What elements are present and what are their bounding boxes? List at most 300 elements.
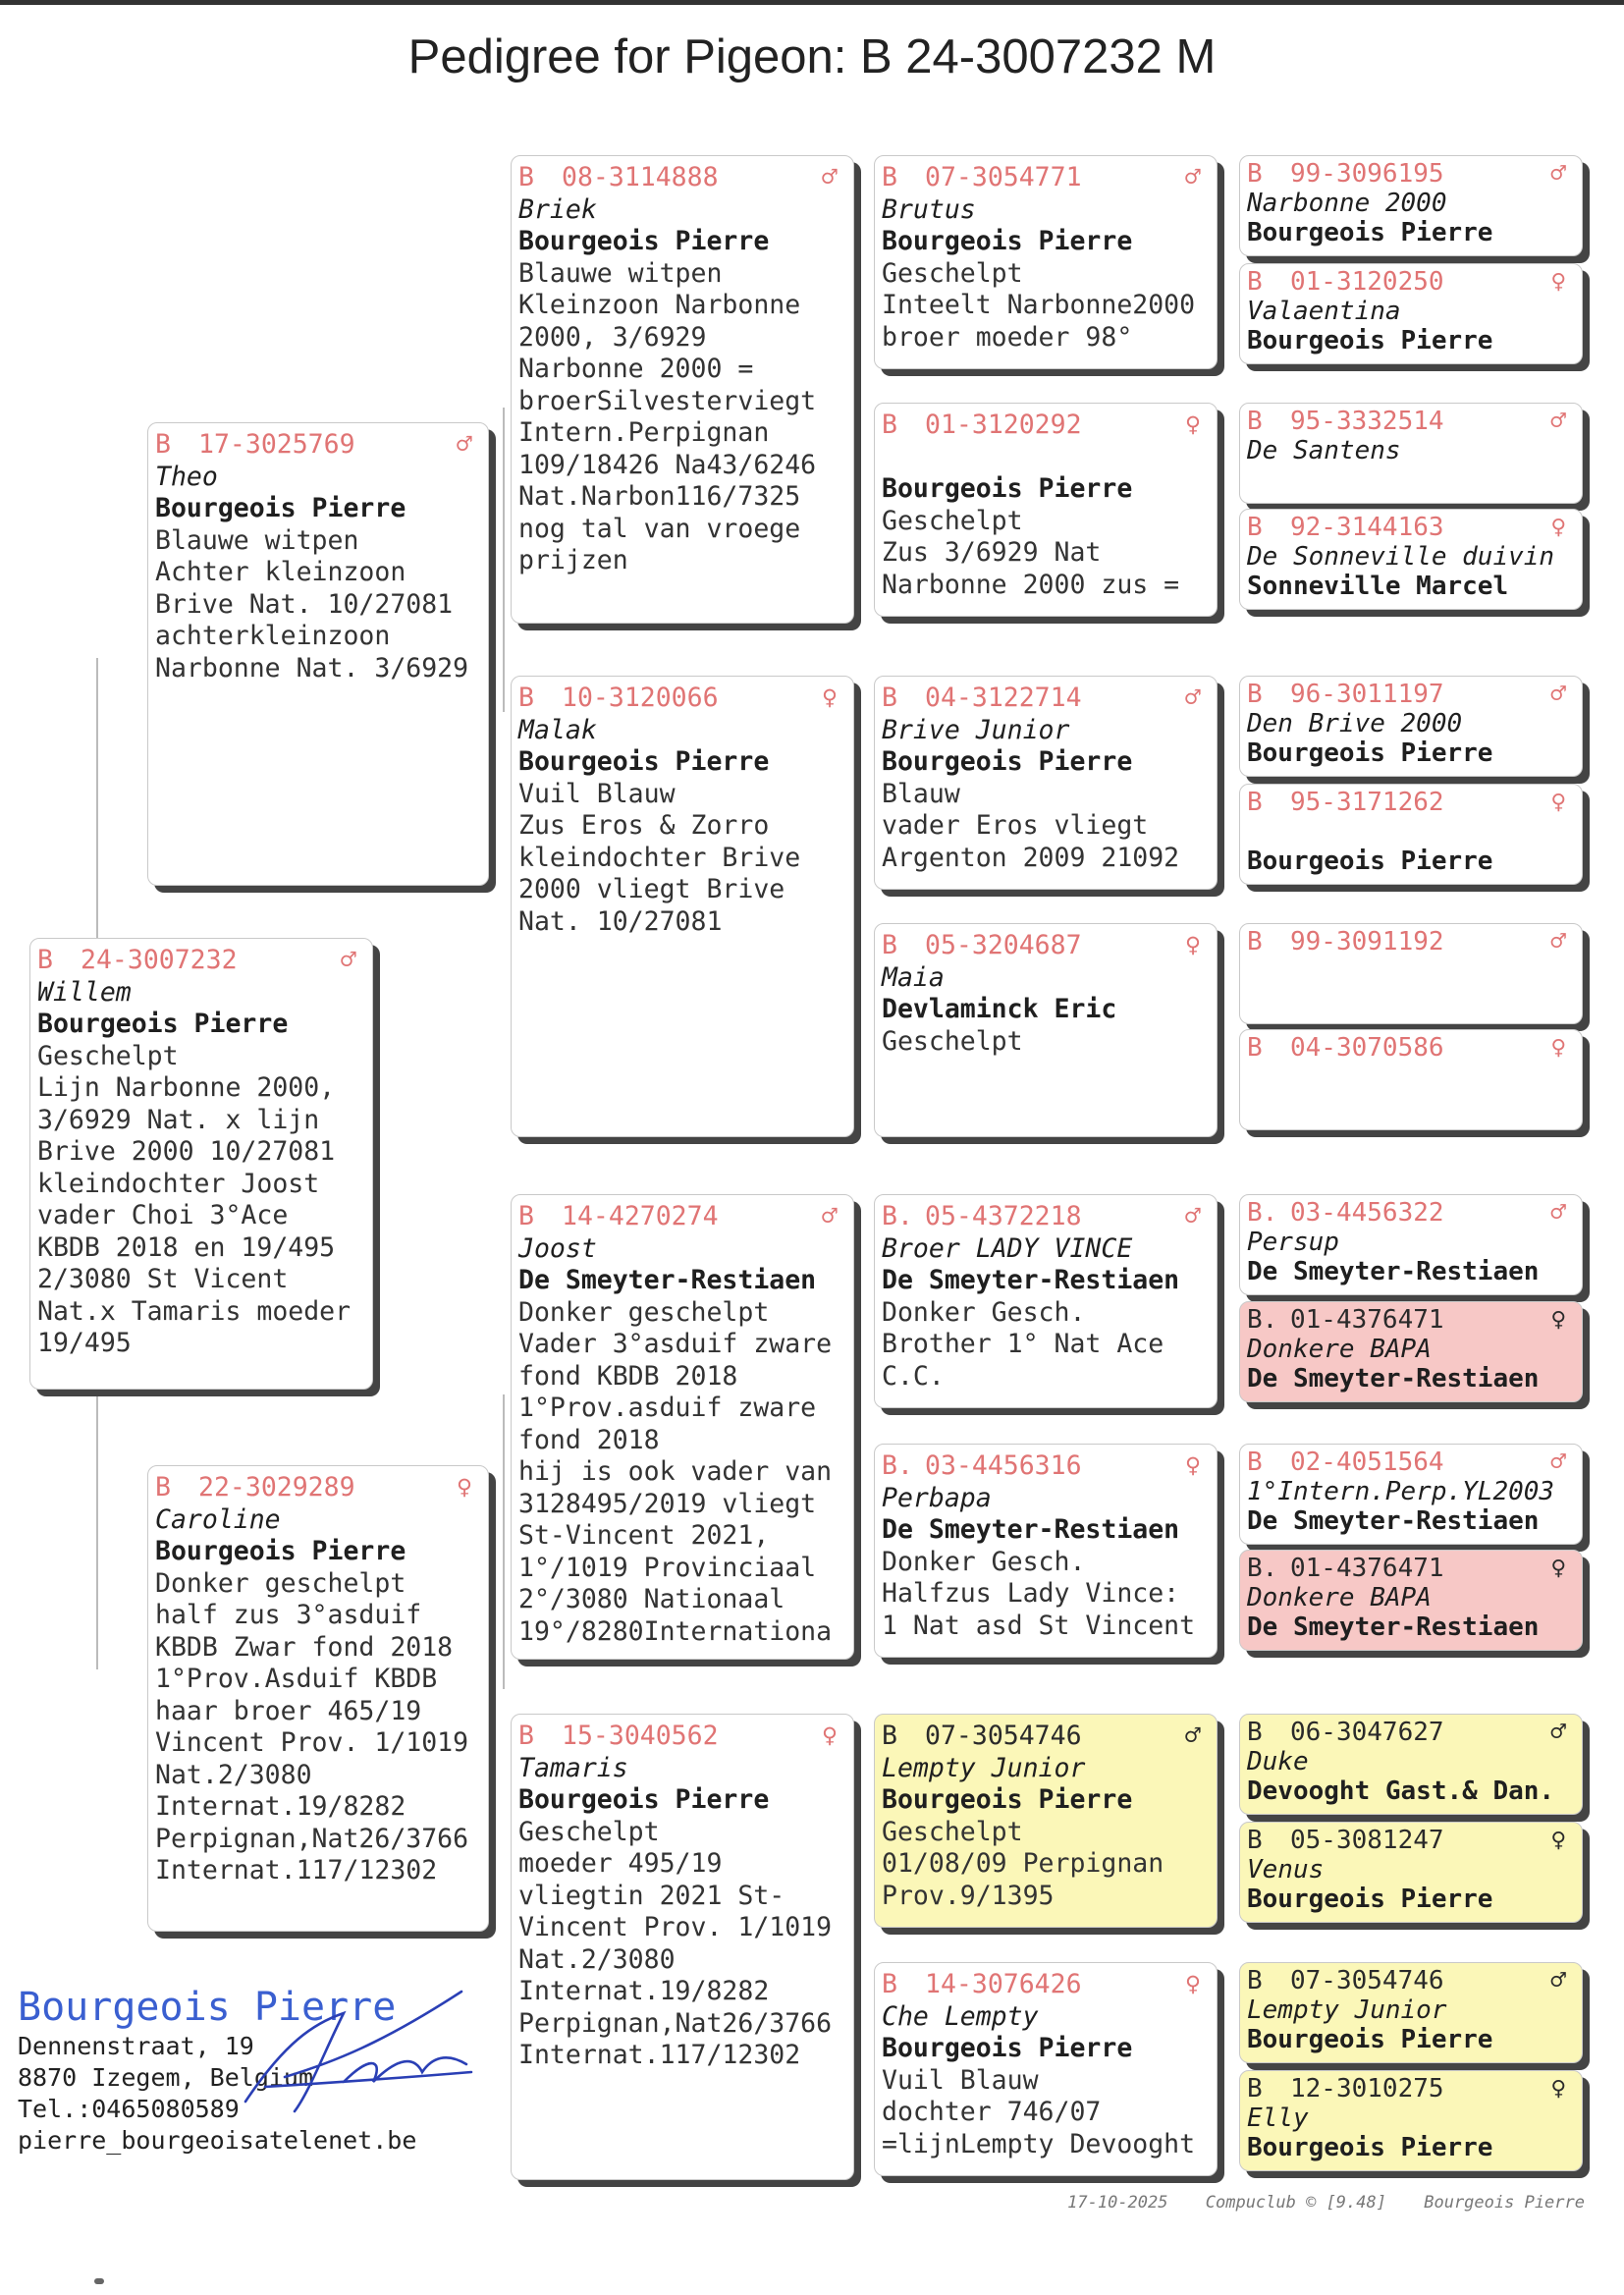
note-line: Donker Gesch. [882, 1296, 1086, 1328]
card-header [1247, 159, 1576, 189]
pigeon-name: De Santens [1247, 436, 1401, 465]
note-line: Internat.19/8282 [155, 1791, 406, 1822]
footer-owner: Bourgeois Pierre [1424, 2193, 1585, 2213]
breeder-name: Devooght Gast.& Dan. [1247, 1776, 1555, 1806]
note-line: Lijn Narbonne 2000, [37, 1072, 336, 1103]
ring-number: 95-3332514 [1290, 407, 1444, 436]
note-line: C.C. [882, 1360, 945, 1392]
sex-symbol: ♀ [822, 683, 838, 713]
breeder-name: Bourgeois Pierre [882, 1784, 1133, 1815]
ring-number: 01-3120250 [1290, 267, 1444, 297]
country-code: B [518, 162, 534, 192]
note-line: Intern.Perpignan [518, 417, 770, 448]
sex-symbol: ♀ [1185, 1969, 1201, 1999]
note-line: 01/08/09 Perpignan [882, 1848, 1164, 1879]
breeder-name: Bourgeois Pierre [518, 1784, 770, 1815]
footer-software: Compuclub © [9.48] [1205, 2193, 1386, 2213]
country-code: B [1247, 2074, 1263, 2104]
note-line: Narbonne 2000 = [518, 354, 754, 384]
pigeon-name [1247, 956, 1576, 986]
country-code: B [518, 1721, 534, 1751]
ring-number: 01-3120292 [925, 410, 1082, 440]
note-line: =lijnLempty Devooght [882, 2128, 1196, 2159]
note-line: 3/6929 Nat. x lijn [37, 1104, 320, 1135]
sex-symbol: ♂ [822, 1201, 838, 1231]
sex-symbol: ♀ [822, 1721, 838, 1751]
pigeon-card-g9 [1239, 1194, 1583, 1295]
sex-symbol: ♀ [1185, 930, 1201, 960]
country-code: B [1247, 1033, 1263, 1063]
sex-symbol: ♂ [1185, 162, 1201, 192]
note-line: 2/3080 St Vicent [37, 1264, 289, 1294]
sex-symbol: ♂ [1550, 1718, 1566, 1747]
pigeon-card-fm [511, 676, 854, 1137]
breeder-name: De Smeyter-Restiaen [882, 1265, 1180, 1295]
pigeon-name: Narbonne 2000 [1247, 189, 1447, 218]
country-code: B [882, 683, 897, 713]
note-line: Vincent Prov. 1/1019 [155, 1727, 469, 1758]
breeder-name: Bourgeois Pierre [882, 746, 1133, 777]
note-line: broer moeder 98° [882, 321, 1133, 353]
signature-scribble [226, 1984, 481, 2121]
note-line: Internat.19/8282 [518, 1976, 770, 2006]
owner-street: Dennenstraat, 19 [18, 2032, 254, 2060]
ring-number: 02-4051564 [1290, 1448, 1444, 1477]
note-line: vader Choi 3°Ace [37, 1200, 289, 1230]
breeder-name: Bourgeois Pierre [882, 226, 1133, 256]
sex-symbol: ♂ [1185, 683, 1201, 713]
note-line: 3128495/2019 vliegt [518, 1488, 817, 1519]
sex-symbol: ♂ [1550, 407, 1566, 436]
pigeon-name: Brutus [882, 193, 976, 225]
sex-symbol: ♂ [1185, 1721, 1201, 1751]
card-header [37, 945, 366, 977]
note-line: vader Eros vliegt [882, 810, 1149, 841]
owner-city: 8870 Izegem, Belgium [18, 2063, 314, 2092]
card-header [518, 1201, 847, 1233]
breeder-name: Bourgeois Pierre [1247, 738, 1493, 768]
pigeon-name: Theo [155, 461, 218, 492]
pigeon-card-g3 [1239, 403, 1583, 504]
breeder-name: Sonneville Marcel [1247, 572, 1509, 601]
pigeon-name: Den Brive 2000 [1247, 709, 1463, 738]
ring-number: 05-3081247 [1290, 1826, 1444, 1855]
sex-symbol: ♂ [822, 162, 838, 192]
pigeon-card-g6 [1239, 784, 1583, 885]
breeder-name: De Smeyter-Restiaen [1247, 1257, 1540, 1286]
pigeon-card-g5 [1239, 676, 1583, 777]
country-code: B [1247, 680, 1263, 709]
footer [1040, 2193, 1585, 2213]
sex-symbol: ♀ [457, 1472, 472, 1503]
pigeon-name [882, 442, 1211, 474]
pigeon-card-g14 [1239, 1822, 1583, 1923]
ring-number: 06-3047627 [1290, 1718, 1444, 1747]
card-header [1247, 407, 1576, 436]
sex-symbol: ♂ [457, 429, 472, 460]
note-line: kleindochter Brive [518, 842, 801, 873]
card-header [518, 683, 847, 715]
card-header [882, 410, 1211, 442]
note-line: half zus 3°asduif [155, 1600, 422, 1630]
breeder-name: Bourgeois Pierre [155, 1536, 406, 1566]
breeder-name: Bourgeois Pierre [1247, 218, 1493, 247]
note-line: moeder 495/19 [518, 1848, 723, 1879]
ring-number: 99-3091192 [1290, 927, 1444, 956]
note-line: Argenton 2009 21092 [882, 842, 1180, 873]
breeder-name: De Smeyter-Restiaen [882, 1514, 1180, 1545]
pigeon-card-mmf [874, 1714, 1218, 1928]
pigeon-card-g1 [1239, 155, 1583, 256]
country-code: B [1247, 159, 1263, 189]
pigeon-card-g13 [1239, 1714, 1583, 1815]
ring-number: 08-3114888 [562, 162, 719, 192]
sex-symbol: ♀ [1550, 1305, 1566, 1335]
note-line: Narbonne 2000 zus = [882, 569, 1180, 600]
note-line: Halfzus Lady Vince: [882, 1578, 1180, 1609]
pigeon-name: Donkere BAPA [1247, 1583, 1432, 1612]
ring-number: 14-4270274 [562, 1201, 719, 1231]
ring-number: 92-3144163 [1290, 513, 1444, 542]
top-rule [0, 0, 1624, 5]
page-title: Pedigree for Pigeon: B 24-3007232 M [407, 30, 1217, 83]
note-line: Kleinzoon Narbonne [518, 290, 801, 320]
ring-number: 17-3025769 [198, 429, 355, 460]
note-line: Prov.9/1395 [882, 1880, 1055, 1911]
note-line: achterkleinzoon [155, 621, 391, 651]
ring-number: 12-3010275 [1290, 2074, 1444, 2104]
ring-number: 07-3054746 [1290, 1966, 1444, 1995]
note-line: Zus Eros & Zorro [518, 810, 770, 841]
country-code: B [1247, 513, 1263, 542]
ring-number: 14-3076426 [925, 1969, 1082, 1999]
breeder-name: De Smeyter-Restiaen [1247, 1506, 1540, 1536]
card-header [1247, 680, 1576, 709]
card-header [1247, 1305, 1576, 1335]
pigeon-card-g12 [1239, 1550, 1583, 1651]
sex-symbol: ♀ [1550, 2074, 1566, 2104]
note-line: Brive Nat. 10/27081 [155, 588, 454, 620]
sex-symbol: ♂ [1185, 1201, 1201, 1231]
note-line: Geschelpt [882, 1816, 1023, 1847]
sex-symbol: ♀ [1550, 788, 1566, 817]
pigeon-name: Tamaris [518, 1752, 628, 1783]
pigeon-card-g15 [1239, 1962, 1583, 2063]
card-header [1247, 1966, 1576, 1995]
sex-symbol: ♀ [1550, 267, 1566, 297]
card-header [1247, 788, 1576, 817]
note-line: Nat.x Tamaris moeder [37, 1295, 352, 1327]
pigeon-name: Duke [1247, 1747, 1309, 1776]
card-header [155, 429, 482, 462]
breeder-name: De Smeyter-Restiaen [1247, 1364, 1540, 1393]
pigeon-card-mother [147, 1465, 489, 1932]
pigeon-name [1247, 817, 1576, 847]
country-code: B [1247, 407, 1263, 436]
country-code: B [155, 429, 171, 460]
note-line: Inteelt Narbonne2000 [882, 290, 1196, 320]
note-line: Narbonne Nat. 3/6929 [155, 652, 469, 683]
owner-email: pierre_bourgeoisatelenet.be [18, 2126, 417, 2155]
pigeon-name [1247, 1063, 1576, 1092]
note-line: Geschelpt [518, 1816, 660, 1847]
ring-number: 99-3096195 [1290, 159, 1444, 189]
note-line: hij is ook vader van [518, 1456, 833, 1487]
pigeon-name: Brive Junior [882, 714, 1070, 745]
note-line: Geschelpt [882, 505, 1023, 536]
card-header [1247, 1826, 1576, 1855]
note-line: Donker Gesch. [882, 1546, 1086, 1577]
ring-number: 05-4372218 [925, 1201, 1082, 1231]
note-line: broerSilvesterviegt [518, 385, 817, 416]
ring-number: 22-3029289 [198, 1472, 355, 1503]
country-code: B [1247, 267, 1263, 297]
pigeon-card-mmm [874, 1962, 1218, 2176]
note-line: 109/18426 Na43/6246 [518, 449, 817, 480]
country-code: B [1247, 1966, 1263, 1995]
card-header [1247, 2074, 1576, 2104]
note-line: 2000 vliegt Brive [518, 874, 785, 904]
sex-symbol: ♂ [1550, 1198, 1566, 1228]
pigeon-name: Caroline [155, 1503, 281, 1535]
card-header [882, 1969, 1211, 2001]
breeder-name: Devlaminck Eric [882, 994, 1117, 1024]
sex-symbol: ♂ [1550, 927, 1566, 956]
country-code: B [1247, 1826, 1263, 1855]
note-line: Donker geschelpt [155, 1567, 406, 1599]
breeder-name: Bourgeois Pierre [155, 493, 406, 523]
card-header [518, 1721, 847, 1753]
country-code: B. [882, 1450, 913, 1481]
note-line: Donker geschelpt [518, 1296, 770, 1328]
card-header [1247, 1033, 1576, 1063]
note-line: kleindochter Joost [37, 1168, 320, 1199]
sex-symbol: ♂ [1550, 159, 1566, 189]
note-line: Brive 2000 10/27081 [37, 1136, 336, 1167]
pigeon-name: Lempty Junior [1247, 1995, 1447, 2025]
ring-number: 07-3054746 [925, 1721, 1082, 1751]
pigeon-card-mf [511, 1194, 854, 1660]
note-line: Geschelpt [37, 1040, 179, 1071]
ring-number: 04-3122714 [925, 683, 1082, 713]
ring-number: 03-4456322 [1290, 1198, 1444, 1228]
note-line: Vuil Blauw [518, 778, 676, 809]
breeder-name: Bourgeois Pierre [882, 2033, 1133, 2063]
ring-number: 01-4376471 [1290, 1554, 1444, 1583]
note-line: 1 Nat asd St Vincent [882, 1610, 1196, 1641]
owner-phone: Tel.:0465080589 [18, 2095, 240, 2123]
note-line: nog tal van vroege [518, 513, 801, 544]
note-line: Achter kleinzoon [155, 557, 406, 587]
sex-symbol: ♀ [1185, 410, 1201, 440]
breeder-name: De Smeyter-Restiaen [518, 1265, 817, 1295]
pigeon-name: Donkere BAPA [1247, 1335, 1432, 1364]
pigeon-name: Willem [37, 976, 132, 1008]
card-header [882, 1721, 1211, 1753]
country-code: B. [1247, 1305, 1278, 1335]
country-code: B [518, 683, 534, 713]
note-line: vliegtin 2021 St- [518, 1880, 785, 1911]
pigeon-card-fmm [874, 923, 1218, 1137]
sex-symbol: ♀ [1550, 1554, 1566, 1583]
note-line: prijzen [518, 545, 628, 575]
ring-number: 24-3007232 [81, 945, 238, 975]
note-line: Nat.Narbon116/7325 [518, 481, 801, 512]
pigeon-card-fff [874, 155, 1218, 369]
pigeon-card-g4 [1239, 509, 1583, 610]
note-line: Vader 3°asduif zware [518, 1329, 833, 1359]
country-code: B [882, 162, 897, 192]
country-code: B [1247, 1448, 1263, 1477]
pigeon-name: 1°Intern.Perp.YL2003 [1247, 1477, 1555, 1506]
card-header [1247, 1718, 1576, 1747]
pigeon-name: Persup [1247, 1228, 1339, 1257]
ring-number: 01-4376471 [1290, 1305, 1444, 1335]
card-header [882, 162, 1211, 194]
note-line: Vincent Prov. 1/1019 [518, 1912, 833, 1942]
owner-name: Bourgeois Pierre [18, 1985, 397, 2030]
pigeon-name: De Sonneville duivin [1247, 542, 1555, 572]
sex-symbol: ♀ [1185, 1450, 1201, 1481]
country-code: B [1247, 927, 1263, 956]
pigeon-card-ffm [874, 403, 1218, 617]
breeder-name: Bourgeois Pierre [518, 226, 770, 256]
pigeon-name: Malak [518, 714, 597, 745]
card-header [882, 683, 1211, 715]
pigeon-card-ff [511, 155, 854, 624]
note-line: 19°/8280Internationa [518, 1615, 833, 1647]
note-line: fond KBDB 2018 [518, 1360, 738, 1392]
country-code: B [882, 1969, 897, 1999]
connector [96, 1394, 98, 1669]
pigeon-name: Maia [882, 961, 945, 993]
note-line: Perpignan,Nat26/3766 [155, 1823, 469, 1854]
note-line: haar broer 465/19 [155, 1695, 422, 1726]
note-line: Zus 3/6929 Nat [882, 537, 1102, 568]
country-code: B [1247, 1718, 1263, 1747]
pigeon-card-g11 [1239, 1444, 1583, 1545]
card-header [1247, 1554, 1576, 1583]
sex-symbol: ♂ [1550, 680, 1566, 709]
note-line: Vuil Blauw [882, 2064, 1039, 2096]
note-line: fond 2018 [518, 1424, 660, 1455]
country-code: B [37, 945, 53, 975]
note-line: 1°Prov.asduif zware [518, 1393, 817, 1423]
pigeon-name: Perbapa [882, 1482, 992, 1513]
note-line: Internat.117/12302 [518, 2040, 801, 2070]
country-code: B. [1247, 1554, 1278, 1583]
sex-symbol: ♂ [341, 945, 356, 975]
country-code: B [518, 1201, 534, 1231]
pigeon-card-mff [874, 1194, 1218, 1408]
pigeon-card-g16 [1239, 2070, 1583, 2171]
pigeon-card-g10 [1239, 1301, 1583, 1402]
note-line: Blauwe witpen [155, 524, 359, 556]
pigeon-name: Valaentina [1247, 297, 1401, 326]
country-code: B. [882, 1201, 913, 1231]
country-code: B [882, 410, 897, 440]
pigeon-card-mm [511, 1714, 854, 2180]
connector [503, 408, 505, 712]
card-header [1247, 513, 1576, 542]
note-line: 1°Prov.Asduif KBDB [155, 1664, 438, 1694]
pigeon-name: Briek [518, 193, 597, 225]
ring-number: 07-3054771 [925, 162, 1082, 192]
card-header [882, 1450, 1211, 1483]
connector [96, 658, 98, 943]
note-line: Blauwe witpen [518, 257, 723, 289]
card-header [518, 162, 847, 194]
pigeon-name: Broer LADY VINCE [882, 1232, 1133, 1264]
card-header [1247, 1198, 1576, 1228]
card-header [1247, 267, 1576, 297]
note-line: Nat.2/3080 [155, 1759, 312, 1790]
card-header [1247, 1448, 1576, 1477]
card-header [155, 1472, 482, 1504]
country-code: B [882, 930, 897, 960]
breeder-name: Bourgeois Pierre [1247, 326, 1493, 355]
breeder-name: Bourgeois Pierre [882, 473, 1133, 504]
note-line: Nat.2/3080 [518, 1943, 676, 1975]
note-line: Nat. 10/27081 [518, 905, 723, 937]
pigeon-name: Che Lempty [882, 2000, 1039, 2032]
sex-symbol: ♀ [1550, 513, 1566, 542]
pigeon-name: Lempty Junior [882, 1752, 1086, 1783]
ring-number: 03-4456316 [925, 1450, 1082, 1481]
breeder-name: Bourgeois Pierre [1247, 1885, 1493, 1914]
note-line: 19/495 [37, 1328, 132, 1358]
note-line: Geschelpt [882, 1025, 1023, 1057]
breeder-name: Bourgeois Pierre [1247, 2025, 1493, 2054]
ring-number: 15-3040562 [562, 1721, 719, 1751]
pigeon-name: Venus [1247, 1855, 1325, 1885]
sex-symbol: ♀ [1550, 1826, 1566, 1855]
ring-number: 95-3171262 [1290, 788, 1444, 817]
sex-symbol: ♂ [1550, 1448, 1566, 1477]
scan-speck [94, 2278, 104, 2284]
breeder-name: De Smeyter-Restiaen [1247, 1612, 1540, 1642]
pigeon-card-g2 [1239, 263, 1583, 364]
ring-number: 96-3011197 [1290, 680, 1444, 709]
note-line: dochter 746/07 [882, 2097, 1102, 2127]
ring-number: 10-3120066 [562, 683, 719, 713]
card-header [1247, 927, 1576, 956]
note-line: KBDB Zwar fond 2018 [155, 1631, 454, 1663]
card-header [882, 1201, 1211, 1233]
sex-symbol: ♂ [1550, 1966, 1566, 1995]
connector [503, 1394, 505, 1689]
pigeon-card-fmf [874, 676, 1218, 890]
pigeon-card-g7 [1239, 923, 1583, 1024]
pigeon-card-subject [29, 938, 373, 1390]
pigeon-card-mfm [874, 1444, 1218, 1658]
note-line: Perpignan,Nat26/3766 [518, 2007, 833, 2039]
card-header [882, 930, 1211, 962]
country-code: B [882, 1721, 897, 1751]
note-line: 1°/1019 Provinciaal [518, 1552, 817, 1583]
ring-number: 05-3204687 [925, 930, 1082, 960]
pigeon-card-g8 [1239, 1029, 1583, 1130]
note-line: Brother 1° Nat Ace [882, 1329, 1164, 1359]
sex-symbol: ♀ [1550, 1033, 1566, 1063]
note-line: Blauw [882, 778, 960, 809]
breeder-name: Bourgeois Pierre [37, 1009, 289, 1039]
note-line: Geschelpt [882, 257, 1023, 289]
country-code: B. [1247, 1198, 1278, 1228]
note-line: KBDB 2018 en 19/495 [37, 1231, 336, 1263]
pigeon-card-father [147, 422, 489, 886]
breeder-name: Bourgeois Pierre [518, 746, 770, 777]
